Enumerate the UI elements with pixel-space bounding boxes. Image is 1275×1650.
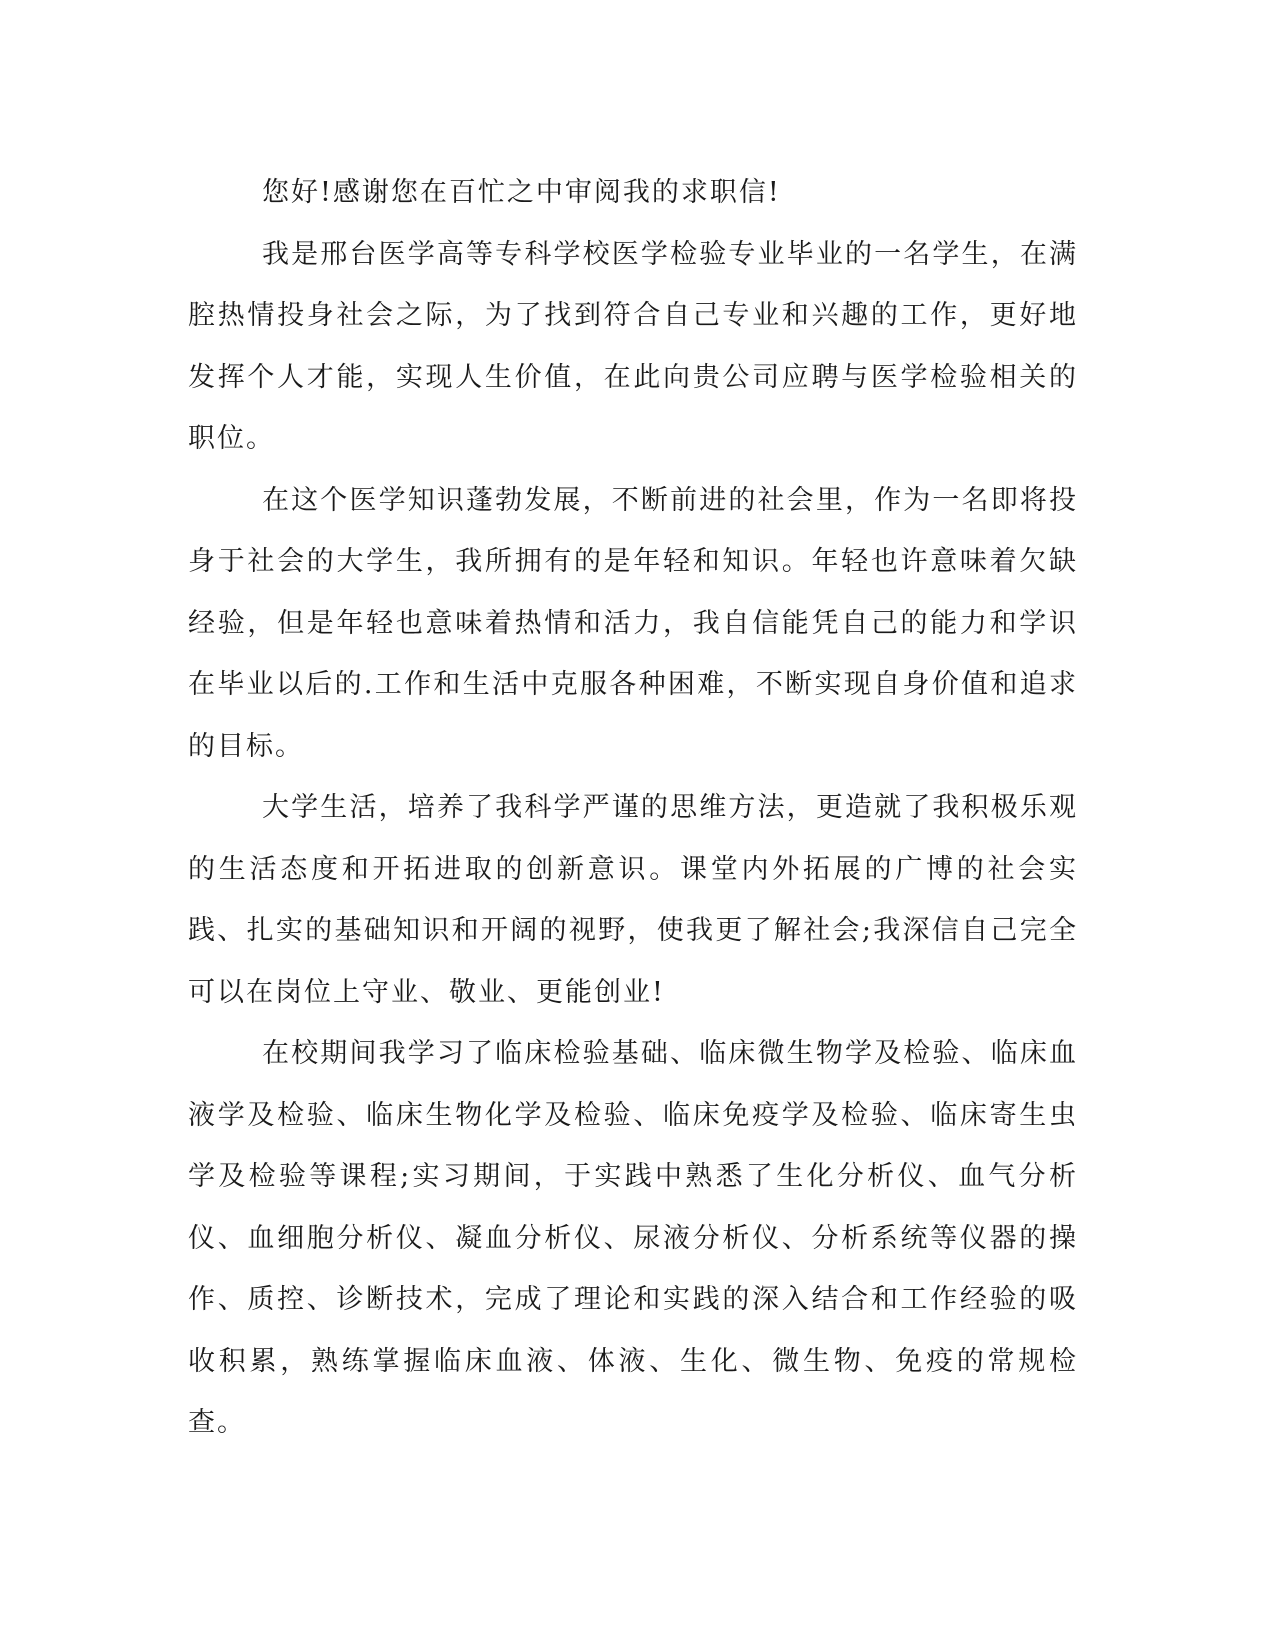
paragraph-greeting: 您好!感谢您在百忙之中审阅我的求职信! xyxy=(262,177,781,208)
paragraph-coursework: 在校期间我学习了临床检验基础、临床微生物学及检验、临床血液学及检验、临床生物化学及检验、临床免疫学及检验、临床寄生虫学及检验等课程;实习期间，于实践中熟悉了生化分析仪、血气分析仪、血细胞分析仪、凝血分析仪、尿液分析仪、分析系统等仪器的操作、质控、诊断技术，完成了理论和实践的深入结合和工作经验的吸收积累，熟练掌握临床血液、体液、生化、微生物、免疫的常规检查。 xyxy=(188,1038,1078,1438)
letter-body xyxy=(188,162,1078,1454)
paragraph-motivation: 在这个医学知识蓬勃发展，不断前进的社会里，作为一名即将投身于社会的大学生，我所拥有的是年轻和知识。年轻也许意味着欠缺经验，但是年轻也意味着热情和活力，我自信能凭自己的能力和学识在毕业以后的.工作和生活中克服各种困难，不断实现自身价值和追求的目标。 xyxy=(188,484,1078,762)
paragraph-introduction: 我是邢台医学高等专科学校医学检验专业毕业的一名学生，在满腔热情投身社会之际，为了找到符合自己专业和兴趣的工作，更好地发挥个人才能，实现人生价值，在此向贵公司应聘与医学检验相关的职位。 xyxy=(188,238,1078,454)
paragraph-university-life: 大学生活，培养了我科学严谨的思维方法，更造就了我积极乐观的生活态度和开拓进取的创新意识。课堂内外拓展的广博的社会实践、扎实的基础知识和开阔的视野，使我更了解社会;我深信自己完全可以在岗位上守业、敬业、更能创业! xyxy=(188,792,1078,1008)
